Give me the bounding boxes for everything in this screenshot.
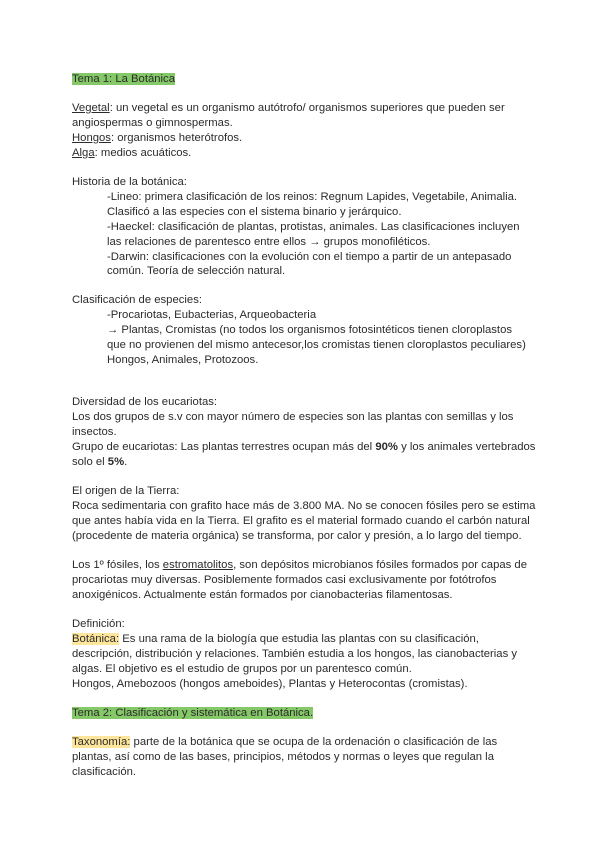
alga-line bbox=[72, 146, 191, 160]
definicion-line4: Hongos, Amebozoos (hongos ameboides), Plantas y Heterocontas (cromistas). bbox=[72, 678, 468, 690]
vegetal-line2: angiospermas o gimnospermas. bbox=[72, 117, 233, 129]
tema1-highlight: Tema 1: La Botánica bbox=[72, 73, 175, 85]
taxonomia-line2: plantas, así como de las bases, principios, métodos y normas o leyes que regulan la bbox=[72, 751, 494, 763]
historia-line: -Lineo: primera clasificación de los reinos: Regnum Lapides, Vegetabile, Animalia. bbox=[107, 191, 518, 203]
diversidad-heading: Diversidad de los eucariotas: bbox=[72, 396, 218, 408]
definicion-line1 bbox=[72, 632, 479, 646]
historia-line: Clasificó a las especies con el sistema binario y jerárquico. bbox=[107, 206, 402, 218]
diversidad-line3 bbox=[72, 440, 535, 454]
origen-line: (procedente de materia orgánica) se transforma, por calor y presión, a lo largo del tiempo. bbox=[72, 530, 522, 542]
hongos-text: : organismos heterótrofos. bbox=[110, 132, 243, 144]
historia-line: común. Teoría de selección natural. bbox=[107, 265, 286, 277]
vegetal-term: Vegetal bbox=[72, 102, 110, 114]
fosiles-text: , son depósitos microbianos fósiles formados por capas de bbox=[233, 559, 527, 571]
clasificacion-line: Hongos, Animales, Protozoos. bbox=[107, 354, 259, 366]
fosiles-text: Los 1º fósiles, los bbox=[72, 559, 163, 571]
origen-line: Roca sedimentaria con grafito hace más de 3.800 MA. No se conocen fósiles pero se estima bbox=[72, 500, 536, 512]
origen-line: que antes había vida en la Tierra. El grafito es el material formado cuando el carbón natural bbox=[72, 515, 530, 527]
fosiles-line1 bbox=[72, 558, 527, 572]
estromatolitos-term: estromatolitos bbox=[162, 559, 234, 571]
diversidad-text: Grupo de eucariotas: Las plantas terrestres ocupan más del bbox=[72, 441, 376, 453]
tema1-heading bbox=[72, 72, 175, 86]
taxonomia-text: parte de la botánica que se ocupa de la ordenación o clasificación de las bbox=[130, 736, 498, 748]
taxonomia-term: Taxonomía: bbox=[72, 736, 131, 748]
fosiles-line3: anoxigénicos. Actualmente están formados por cianobacterias filamentosas. bbox=[72, 589, 453, 601]
vegetal-line1 bbox=[72, 101, 505, 115]
tema2-heading bbox=[72, 706, 313, 720]
percentage-value: 90% bbox=[375, 441, 398, 453]
hongos-term: Hongos bbox=[72, 132, 111, 144]
fosiles-line2: procariotas muy diversas. Posiblemente formados casi exclusivamente por fotótrofos bbox=[72, 574, 497, 586]
percentage-value: 5% bbox=[107, 456, 125, 468]
taxonomia-line1 bbox=[72, 735, 497, 749]
tema2-highlight: Tema 2: Clasificación y sistemática en Botánica. bbox=[72, 707, 314, 719]
historia-line: -Haeckel: clasificación de plantas, protistas, animales. Las clasificaciones incluyen bbox=[107, 221, 520, 233]
definicion-text: Es una rama de la biología que estudia las plantas con su clasificación, bbox=[119, 633, 479, 645]
botanica-term: Botánica: bbox=[72, 633, 120, 645]
vegetal-text: : un vegetal es un organismo autótrofo/ organismos superiores que pueden ser bbox=[109, 102, 505, 114]
diversidad-text: y los animales vertebrados bbox=[397, 441, 536, 453]
diversidad-line2: insectos. bbox=[72, 426, 117, 438]
alga-term: Alga bbox=[72, 147, 95, 159]
diversidad-line1: Los dos grupos de s.v con mayor número de especies son las plantas con semillas y los bbox=[72, 411, 514, 423]
alga-text: : medios acuáticos. bbox=[94, 147, 192, 159]
diversidad-line4 bbox=[72, 455, 127, 469]
historia-line: las relaciones de parentesco entre ellos → grupos monofiléticos. bbox=[107, 236, 431, 248]
diversidad-text: solo el bbox=[72, 456, 108, 468]
clasificacion-heading: Clasificación de especies: bbox=[72, 294, 202, 306]
clasificacion-line: → Plantas, Cromistas (no todos los organismos fotosintéticos tienen cloroplastos bbox=[107, 324, 512, 336]
definicion-line2: descripción, distribución y relaciones. También estudia a los hongos, las cianobacterias y bbox=[72, 648, 518, 660]
taxonomia-line3: clasificación. bbox=[72, 766, 137, 778]
clasificacion-line: -Procariotas, Eubacterias, Arqueobacteria bbox=[107, 309, 317, 321]
historia-heading: Historia de la botánica: bbox=[72, 176, 187, 188]
definicion-line3: algas. El objetivo es el estudio de grupos por un parentesco común. bbox=[72, 663, 412, 675]
historia-line: -Darwin: clasificaciones con la evolución con el tiempo a partir de un antepasado bbox=[107, 251, 512, 263]
origen-heading: El origen de la Tierra: bbox=[72, 485, 180, 497]
diversidad-text: . bbox=[124, 456, 128, 468]
definicion-heading: Definición: bbox=[72, 618, 125, 630]
hongos-line bbox=[72, 131, 242, 145]
clasificacion-line: que no provienen del mismo antecesor,los cromistas tienen cloroplastos peculiares) bbox=[107, 339, 526, 351]
